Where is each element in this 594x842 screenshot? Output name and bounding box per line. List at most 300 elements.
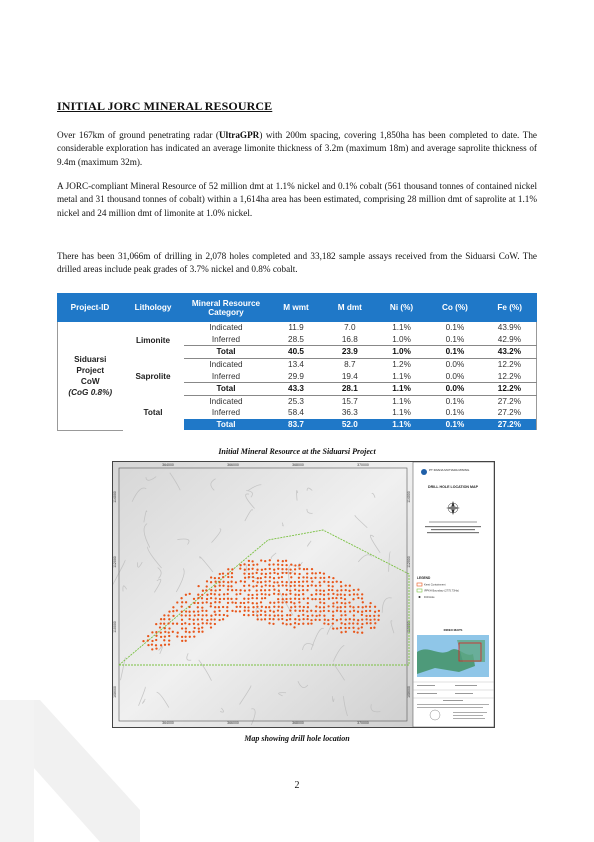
drill-hole-marker	[328, 589, 330, 591]
drill-hole-marker	[264, 593, 266, 595]
category-cell: Indicated	[209, 360, 243, 370]
drill-hole-marker	[340, 622, 342, 624]
drill-hole-marker	[235, 598, 237, 600]
drill-hole-marker	[247, 614, 249, 616]
drill-hole-marker	[218, 577, 220, 579]
map-y-tick: 108000	[407, 686, 411, 698]
drill-hole-marker	[163, 618, 165, 620]
lithology-cell: Limonite	[123, 322, 184, 359]
section-heading: INITIAL JORC MINERAL RESOURCE	[57, 99, 273, 113]
drill-hole-marker	[272, 618, 274, 620]
drill-hole-marker	[151, 640, 153, 642]
value-cell: 43.9%	[497, 323, 522, 333]
drill-hole-marker	[298, 568, 300, 570]
value-cell: 16.8	[341, 334, 358, 344]
drill-hole-marker	[197, 594, 199, 596]
drill-hole-marker	[323, 610, 325, 612]
drill-hole-marker	[147, 635, 149, 637]
drill-hole-marker	[341, 602, 343, 604]
drill-hole-marker	[257, 618, 259, 620]
drill-hole-marker	[155, 647, 157, 649]
drill-hole-marker	[328, 598, 330, 600]
drill-hole-marker	[201, 606, 203, 608]
drill-hole-marker	[319, 577, 321, 579]
drill-hole-marker	[352, 606, 354, 608]
index-map-title: INDEX MAPS	[443, 628, 463, 632]
drill-hole-marker	[181, 619, 183, 621]
drill-hole-marker	[293, 602, 295, 604]
drill-hole-marker	[177, 632, 179, 634]
drill-hole-marker	[218, 619, 220, 621]
value-cell: 1.1%	[376, 419, 427, 431]
drill-hole-marker	[349, 594, 351, 596]
drill-hole-marker	[357, 589, 359, 591]
drill-hole-marker	[352, 598, 354, 600]
drill-hole-marker	[348, 627, 350, 629]
drill-hole-marker	[357, 606, 359, 608]
map-x-tick: 364000	[162, 721, 174, 725]
drill-hole-marker	[281, 568, 283, 570]
drill-hole-marker	[214, 614, 216, 616]
drill-hole-marker	[160, 644, 162, 646]
drill-hole-marker	[184, 622, 186, 624]
drill-hole-marker	[181, 640, 183, 642]
drill-hole-marker	[264, 589, 266, 591]
drill-hole-marker	[205, 614, 207, 616]
drill-hole-marker	[285, 593, 287, 595]
drill-hole-marker	[332, 618, 334, 620]
drill-hole-marker	[193, 610, 195, 612]
drill-hole-marker	[281, 572, 283, 574]
drill-hole-marker	[235, 593, 237, 595]
value-cell: 11.9	[288, 323, 304, 333]
drill-hole-marker	[231, 572, 233, 574]
drill-hole-marker	[315, 610, 317, 612]
drill-hole-marker	[268, 589, 270, 591]
drill-hole-marker	[256, 606, 258, 608]
drill-hole-marker	[210, 593, 212, 595]
drill-hole-marker	[310, 610, 312, 612]
drill-hole-marker	[184, 636, 186, 638]
drill-hole-marker	[362, 606, 364, 608]
drill-hole-marker	[327, 593, 329, 595]
drill-hole-marker	[205, 589, 207, 591]
drill-hole-marker	[201, 631, 203, 633]
resource-table	[57, 293, 537, 431]
drill-hole-marker	[361, 623, 363, 625]
value-cell: 12.2%	[497, 360, 522, 370]
drill-hole-marker	[361, 618, 363, 620]
drill-hole-marker	[314, 598, 316, 600]
drill-hole-marker	[223, 614, 225, 616]
drill-hole-marker	[281, 564, 283, 566]
drill-hole-marker	[160, 631, 162, 633]
bold-term: UltraGPR	[219, 130, 260, 140]
drill-hole-marker	[286, 619, 288, 621]
col-project-id: Project-ID	[58, 294, 123, 322]
drill-hole-marker	[349, 585, 351, 587]
drill-hole-marker	[353, 589, 355, 591]
col-ni: Ni (%)	[376, 294, 427, 322]
drill-hole-marker	[248, 576, 250, 578]
drill-hole-marker	[306, 572, 308, 574]
drill-hole-marker	[290, 581, 292, 583]
drill-hole-marker	[277, 573, 279, 575]
drill-hole-marker	[226, 606, 228, 608]
value-cell: 0.1%	[445, 396, 465, 406]
drill-hole-marker	[205, 610, 207, 612]
drill-hole-marker	[251, 597, 253, 599]
drill-hole-marker	[331, 589, 333, 591]
drill-hole-marker	[378, 610, 380, 612]
drill-hole-marker	[282, 560, 284, 562]
drill-hole-marker	[327, 605, 329, 607]
drill-hole-marker	[197, 606, 199, 608]
value-cell: 0.0%	[445, 371, 465, 381]
drill-hole-marker	[273, 589, 275, 591]
drill-hole-marker	[276, 581, 278, 583]
drill-hole-marker	[294, 589, 296, 591]
drill-hole-marker	[256, 597, 258, 599]
drill-hole-marker	[231, 589, 233, 591]
drill-hole-marker	[201, 626, 203, 628]
drill-hole-marker	[289, 609, 291, 611]
drill-hole-marker	[344, 623, 346, 625]
drill-hole-marker	[340, 618, 342, 620]
drill-hole-marker	[155, 631, 157, 633]
drill-hole-marker	[218, 614, 220, 616]
drill-hole-marker	[239, 593, 241, 595]
drill-hole-marker	[214, 581, 216, 583]
drill-hole-marker	[210, 589, 212, 591]
drill-hole-marker	[285, 598, 287, 600]
col-category: Mineral Resource Category	[184, 294, 269, 322]
map-y-tick: 114000	[407, 491, 411, 503]
drill-hole-marker	[345, 589, 347, 591]
value-cell: 27.2%	[497, 408, 522, 418]
drill-hole-marker	[352, 627, 354, 629]
drill-hole-marker	[260, 618, 262, 620]
drill-hole-marker	[349, 605, 351, 607]
map-panel-title: DRILL HOLE LOCATION MAP	[428, 485, 478, 489]
drill-hole-marker	[273, 581, 275, 583]
drill-hole-marker	[193, 602, 195, 604]
value-cell: 0.1%	[445, 323, 465, 333]
drill-hole-marker	[201, 597, 203, 599]
drill-hole-marker	[365, 615, 367, 617]
drill-hole-marker	[374, 606, 376, 608]
value-cell: 28.1	[324, 382, 377, 395]
drill-hole-marker	[214, 618, 216, 620]
col-fe: Fe (%)	[483, 294, 537, 322]
drill-hole-marker	[256, 614, 258, 616]
drill-hole-marker	[252, 580, 254, 582]
drill-hole-marker	[189, 636, 191, 638]
drill-hole-marker	[243, 602, 245, 604]
drill-hole-marker	[369, 615, 371, 617]
drill-hole-marker	[167, 622, 169, 624]
drill-hole-marker	[209, 622, 211, 624]
drill-hole-marker	[243, 585, 245, 587]
drill-hole-marker	[281, 610, 283, 612]
drill-hole-marker	[193, 627, 195, 629]
drill-hole-marker	[332, 581, 334, 583]
value-cell: 42.9%	[497, 334, 522, 344]
drill-hole-marker	[155, 644, 157, 646]
drill-hole-marker	[189, 614, 191, 616]
page-number: 2	[294, 780, 300, 791]
drill-hole-marker	[147, 639, 149, 641]
drill-hole-marker	[268, 606, 270, 608]
map-x-tick: 368000	[292, 721, 304, 725]
drill-hole-marker	[282, 584, 284, 586]
drill-hole-marker	[236, 606, 238, 608]
drill-hole-marker	[240, 602, 242, 604]
drill-hole-marker	[273, 572, 275, 574]
drill-hole-marker	[340, 589, 342, 591]
drill-hole-marker	[243, 614, 245, 616]
drill-hole-marker	[369, 606, 371, 608]
drill-hole-marker	[356, 623, 358, 625]
drill-hole-marker	[278, 577, 280, 579]
category-cell: Total	[184, 419, 269, 431]
drill-hole-marker	[336, 610, 338, 612]
drill-hole-marker	[344, 594, 346, 596]
drill-hole-marker	[201, 610, 203, 612]
value-cell: 43.2%	[483, 346, 537, 359]
drill-hole-marker	[168, 631, 170, 633]
drill-hole-marker	[269, 572, 271, 574]
drill-hole-marker	[164, 627, 166, 629]
drill-hole-marker	[269, 568, 271, 570]
category-cell: Indicated	[209, 323, 243, 333]
company-name: PT IRIANA MUTIARA MINING	[429, 468, 470, 472]
drill-hole-marker	[328, 576, 330, 578]
index-map	[417, 635, 489, 677]
drill-hole-marker	[147, 644, 149, 646]
drill-hole-marker	[285, 568, 287, 570]
drill-hole-marker	[336, 589, 338, 591]
drill-hole-marker	[210, 602, 212, 604]
drill-hole-marker	[357, 611, 359, 613]
drill-hole-marker	[278, 606, 280, 608]
drill-hole-marker	[261, 585, 263, 587]
drill-hole-marker	[251, 594, 253, 596]
drill-hole-marker	[319, 572, 321, 574]
drill-hole-marker	[273, 615, 275, 617]
drill-hole-marker	[168, 627, 170, 629]
drill-hole-marker	[340, 610, 342, 612]
drill-hole-marker	[257, 577, 259, 579]
drill-hole-marker	[332, 622, 334, 624]
drill-hole-marker	[264, 580, 266, 582]
drill-hole-marker	[307, 602, 309, 604]
drill-hole-marker	[340, 585, 342, 587]
drill-hole-marker	[361, 632, 363, 634]
drill-hole-marker	[323, 598, 325, 600]
drill-hole-marker	[273, 606, 275, 608]
value-cell: 27.2%	[483, 419, 537, 431]
drill-hole-marker	[302, 580, 304, 582]
drill-hole-marker	[311, 568, 313, 570]
drill-hole-marker	[294, 622, 296, 624]
drill-hole-marker	[265, 606, 267, 608]
drill-hole-marker	[231, 576, 233, 578]
drill-hole-marker	[252, 611, 254, 613]
drill-hole-marker	[311, 572, 313, 574]
map-x-tick: 366000	[227, 463, 239, 467]
drill-hole-marker	[302, 623, 304, 625]
drill-hole-marker	[277, 563, 279, 565]
drill-hole-marker	[307, 623, 309, 625]
drill-hole-marker	[164, 644, 166, 646]
drill-hole-marker	[172, 622, 174, 624]
drill-hole-marker	[230, 598, 232, 600]
drill-hole-marker	[227, 589, 229, 591]
drill-hole-marker	[315, 572, 317, 574]
drill-hole-marker	[344, 627, 346, 629]
drill-hole-marker	[251, 560, 253, 562]
drill-hole-marker	[336, 606, 338, 608]
drill-hole-marker	[336, 594, 338, 596]
drill-hole-marker	[282, 598, 284, 600]
drill-hole-marker	[357, 597, 359, 599]
drill-hole-marker	[285, 601, 287, 603]
drill-hole-marker	[160, 618, 162, 620]
drill-hole-marker	[281, 601, 283, 603]
drill-hole-marker	[294, 618, 296, 620]
drill-hole-marker	[269, 618, 271, 620]
drill-hole-marker	[361, 611, 363, 613]
drill-hole-marker	[348, 622, 350, 624]
category-cell: Indicated	[209, 396, 243, 406]
map-x-tick: 366000	[227, 721, 239, 725]
drill-hole-marker	[168, 639, 170, 641]
drill-hole-marker	[197, 610, 199, 612]
drill-hole-marker	[315, 585, 317, 587]
drill-hole-marker	[172, 610, 174, 612]
drill-hole-marker	[286, 589, 288, 591]
drill-hole-marker	[290, 585, 292, 587]
drill-hole-marker	[248, 589, 250, 591]
drill-hole-marker	[239, 589, 241, 591]
drill-hole-marker	[180, 597, 182, 599]
drill-hole-marker	[373, 615, 375, 617]
drill-hole-marker	[340, 606, 342, 608]
drill-hole-marker	[214, 611, 216, 613]
lithology-cell: Saprolite	[123, 358, 184, 395]
drill-hole-marker	[285, 560, 287, 562]
drill-hole-marker	[298, 594, 300, 596]
drill-hole-marker	[226, 610, 228, 612]
drill-hole-marker	[323, 581, 325, 583]
drill-hole-marker	[176, 609, 178, 611]
drill-hole-marker	[168, 610, 170, 612]
drill-hole-marker	[332, 577, 334, 579]
drill-hole-marker	[332, 597, 334, 599]
drill-hole-marker	[303, 568, 305, 570]
drill-hole-marker	[261, 606, 263, 608]
drill-hole-marker	[315, 593, 317, 595]
drill-hole-marker	[194, 614, 196, 616]
drill-hole-marker	[222, 585, 224, 587]
drill-hole-marker	[256, 593, 258, 595]
value-cell: 1.1%	[392, 408, 411, 418]
drill-hole-marker	[231, 610, 233, 612]
drill-hole-marker	[311, 598, 313, 600]
drill-hole-marker	[344, 602, 346, 604]
drill-hole-marker	[273, 593, 275, 595]
drill-hole-marker	[202, 590, 204, 592]
value-cell: 1.2%	[392, 360, 411, 370]
map-x-tick: 370000	[357, 721, 369, 725]
drill-hole-marker	[244, 610, 246, 612]
drill-hole-marker	[340, 614, 342, 616]
drill-hole-marker	[361, 614, 363, 616]
drill-hole-marker	[311, 614, 313, 616]
drill-hole-marker	[299, 610, 301, 612]
drill-hole-marker	[231, 568, 233, 570]
drill-hole-marker	[299, 605, 301, 607]
drill-hole-marker	[366, 622, 368, 624]
drill-hole-marker	[303, 606, 305, 608]
drill-hole-marker	[373, 627, 375, 629]
drill-hole-marker	[370, 627, 372, 629]
drill-hole-marker	[302, 589, 304, 591]
drill-hole-marker	[235, 589, 237, 591]
drill-hole-marker	[328, 585, 330, 587]
drill-hole-marker	[281, 606, 283, 608]
drill-hole-marker	[277, 598, 279, 600]
drill-hole-marker	[302, 576, 304, 578]
value-cell: 0.0%	[427, 382, 483, 395]
map-caption: Map showing drill hole location	[244, 734, 350, 743]
drill-hole-marker	[264, 597, 266, 599]
drill-hole-marker	[248, 564, 250, 566]
drill-hole-marker	[294, 564, 296, 566]
drill-hole-marker	[227, 568, 229, 570]
drill-hole-marker	[277, 593, 279, 595]
value-cell: 52.0	[324, 419, 377, 431]
drill-hole-marker	[256, 602, 258, 604]
drill-hole-marker	[168, 643, 170, 645]
drill-hole-marker	[349, 610, 351, 612]
category-cell: Total	[184, 382, 269, 395]
drill-hole-marker	[214, 593, 216, 595]
map-y-tick: 114000	[113, 491, 117, 503]
drill-hole-marker	[264, 618, 266, 620]
drill-hole-marker	[235, 602, 237, 604]
drill-hole-marker	[163, 623, 165, 625]
drill-hole-marker	[298, 615, 300, 617]
drill-hole-marker	[298, 598, 300, 600]
drill-hole-marker	[306, 610, 308, 612]
drill-hole-marker	[353, 593, 355, 595]
drill-hole-marker	[289, 623, 291, 625]
drill-hole-marker	[197, 614, 199, 616]
terrain-background	[113, 462, 413, 727]
category-cell: Inferred	[211, 408, 241, 418]
drill-hole-marker	[264, 576, 266, 578]
drill-hole-marker	[310, 619, 312, 621]
project-id-cell	[58, 322, 123, 431]
drill-hole-marker	[302, 585, 304, 587]
drill-hole-marker	[239, 610, 241, 612]
drill-hole-marker	[155, 639, 157, 641]
drill-hole-marker	[356, 631, 358, 633]
drill-hole-map	[112, 461, 495, 728]
drill-hole-marker	[272, 585, 274, 587]
